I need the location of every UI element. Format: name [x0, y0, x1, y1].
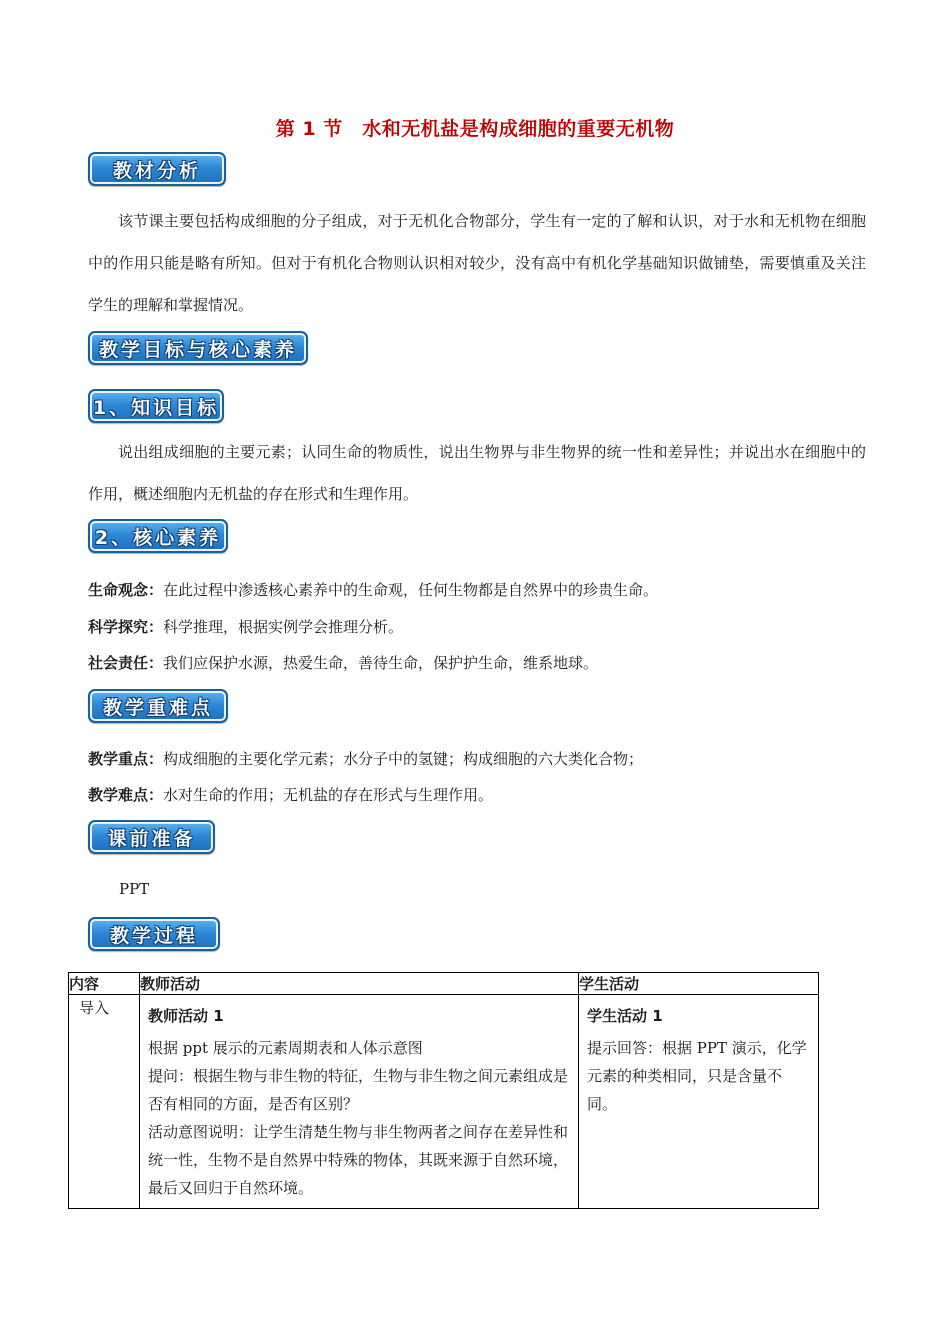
- section-badge-material-analysis: 教材分析: [88, 152, 226, 186]
- section-badge-process: 教学过程: [88, 917, 220, 951]
- key-item-text: 构成细胞的主要化学元素；水分子中的氢键；构成细胞的六大类化合物；: [163, 750, 644, 768]
- row-content: 导入: [69, 995, 140, 1209]
- student-activity-text: 提示回答：根据 PPT 演示，化学元素的种类相同，只是含量不同。: [587, 1039, 807, 1113]
- section-badge-objectives: 教学目标与核心素养: [88, 331, 308, 365]
- teacher-activity-line: 提问：根据生物与非生物的特征，生物与非生物之间元素组成是否有相同的方面，是否有区别？: [148, 1067, 569, 1113]
- material-analysis-text: 该节课主要包括构成细胞的分子组成，对于无机化合物部分，学生有一定的了解和认识，对于水和无机物在细胞中的作用只能是略有所知。但对于有机化合物则认识相对较少，没有高中有机化学基础知识做铺垫，需要慎重及关注学生的理解和掌握情况。: [88, 212, 866, 314]
- student-activity-title: 学生活动 1: [587, 1007, 663, 1025]
- section-badge-preparation: 课前准备: [88, 820, 215, 854]
- section-badge-key-points: 教学重难点: [88, 689, 228, 723]
- knowledge-text: 说出组成细胞的主要元素；认同生命的物质性，说出生物界与非生物界的统一性和差异性；并说出水在细胞中的作用，概述细胞内无机盐的存在形式和生理作用。: [88, 443, 866, 503]
- section-badge-core: 2、核心素养: [88, 519, 228, 553]
- header-teacher: 教师活动: [140, 973, 579, 995]
- teacher-activity-line: 根据 ppt 展示的元素周期表和人体示意图: [148, 1039, 423, 1057]
- table-row: [69, 995, 819, 1209]
- page-title: 第 1 节 水和无机盐是构成细胞的重要无机物: [275, 118, 675, 140]
- core-item-label: 科学探究：: [88, 618, 164, 636]
- key-item: [88, 748, 878, 770]
- core-item: [88, 616, 878, 638]
- core-item-text: 在此过程中渗透核心素养中的生命观，任何生物都是自然界中的珍贵生命。: [163, 581, 659, 599]
- student-activity-cell: [579, 995, 819, 1209]
- key-item-text: 水对生命的作用；无机盐的存在形式与生理作用。: [163, 786, 494, 804]
- core-item-text: 科学推理，根据实例学会推理分析。: [163, 618, 404, 636]
- core-item: [88, 652, 878, 674]
- core-item-label: 生命观念：: [88, 581, 164, 599]
- teacher-activity-cell: [140, 995, 579, 1209]
- teacher-activity-title: 教师活动 1: [148, 1007, 224, 1025]
- section-badge-knowledge: 1、知识目标: [88, 389, 224, 423]
- table-header-row: [69, 973, 819, 995]
- teacher-activity-line: 活动意图说明：让学生清楚生物与非生物两者之间存在差异性和统一性，生物不是自然界中特殊的物体，其既来源于自然环境，最后又回归于自然环境。: [148, 1123, 569, 1197]
- key-item-label: 教学重点：: [88, 750, 164, 768]
- preparation-text: PPT: [119, 880, 150, 898]
- core-item-label: 社会责任：: [88, 654, 164, 672]
- process-table: [68, 972, 819, 1209]
- header-student: 学生活动: [579, 973, 819, 995]
- key-item-label: 教学难点：: [88, 786, 164, 804]
- key-item: [88, 784, 878, 806]
- header-content: 内容: [69, 973, 140, 995]
- core-item-text: 我们应保护水源，热爱生命，善待生命，保护护生命，维系地球。: [163, 654, 599, 672]
- core-item: [88, 579, 878, 601]
